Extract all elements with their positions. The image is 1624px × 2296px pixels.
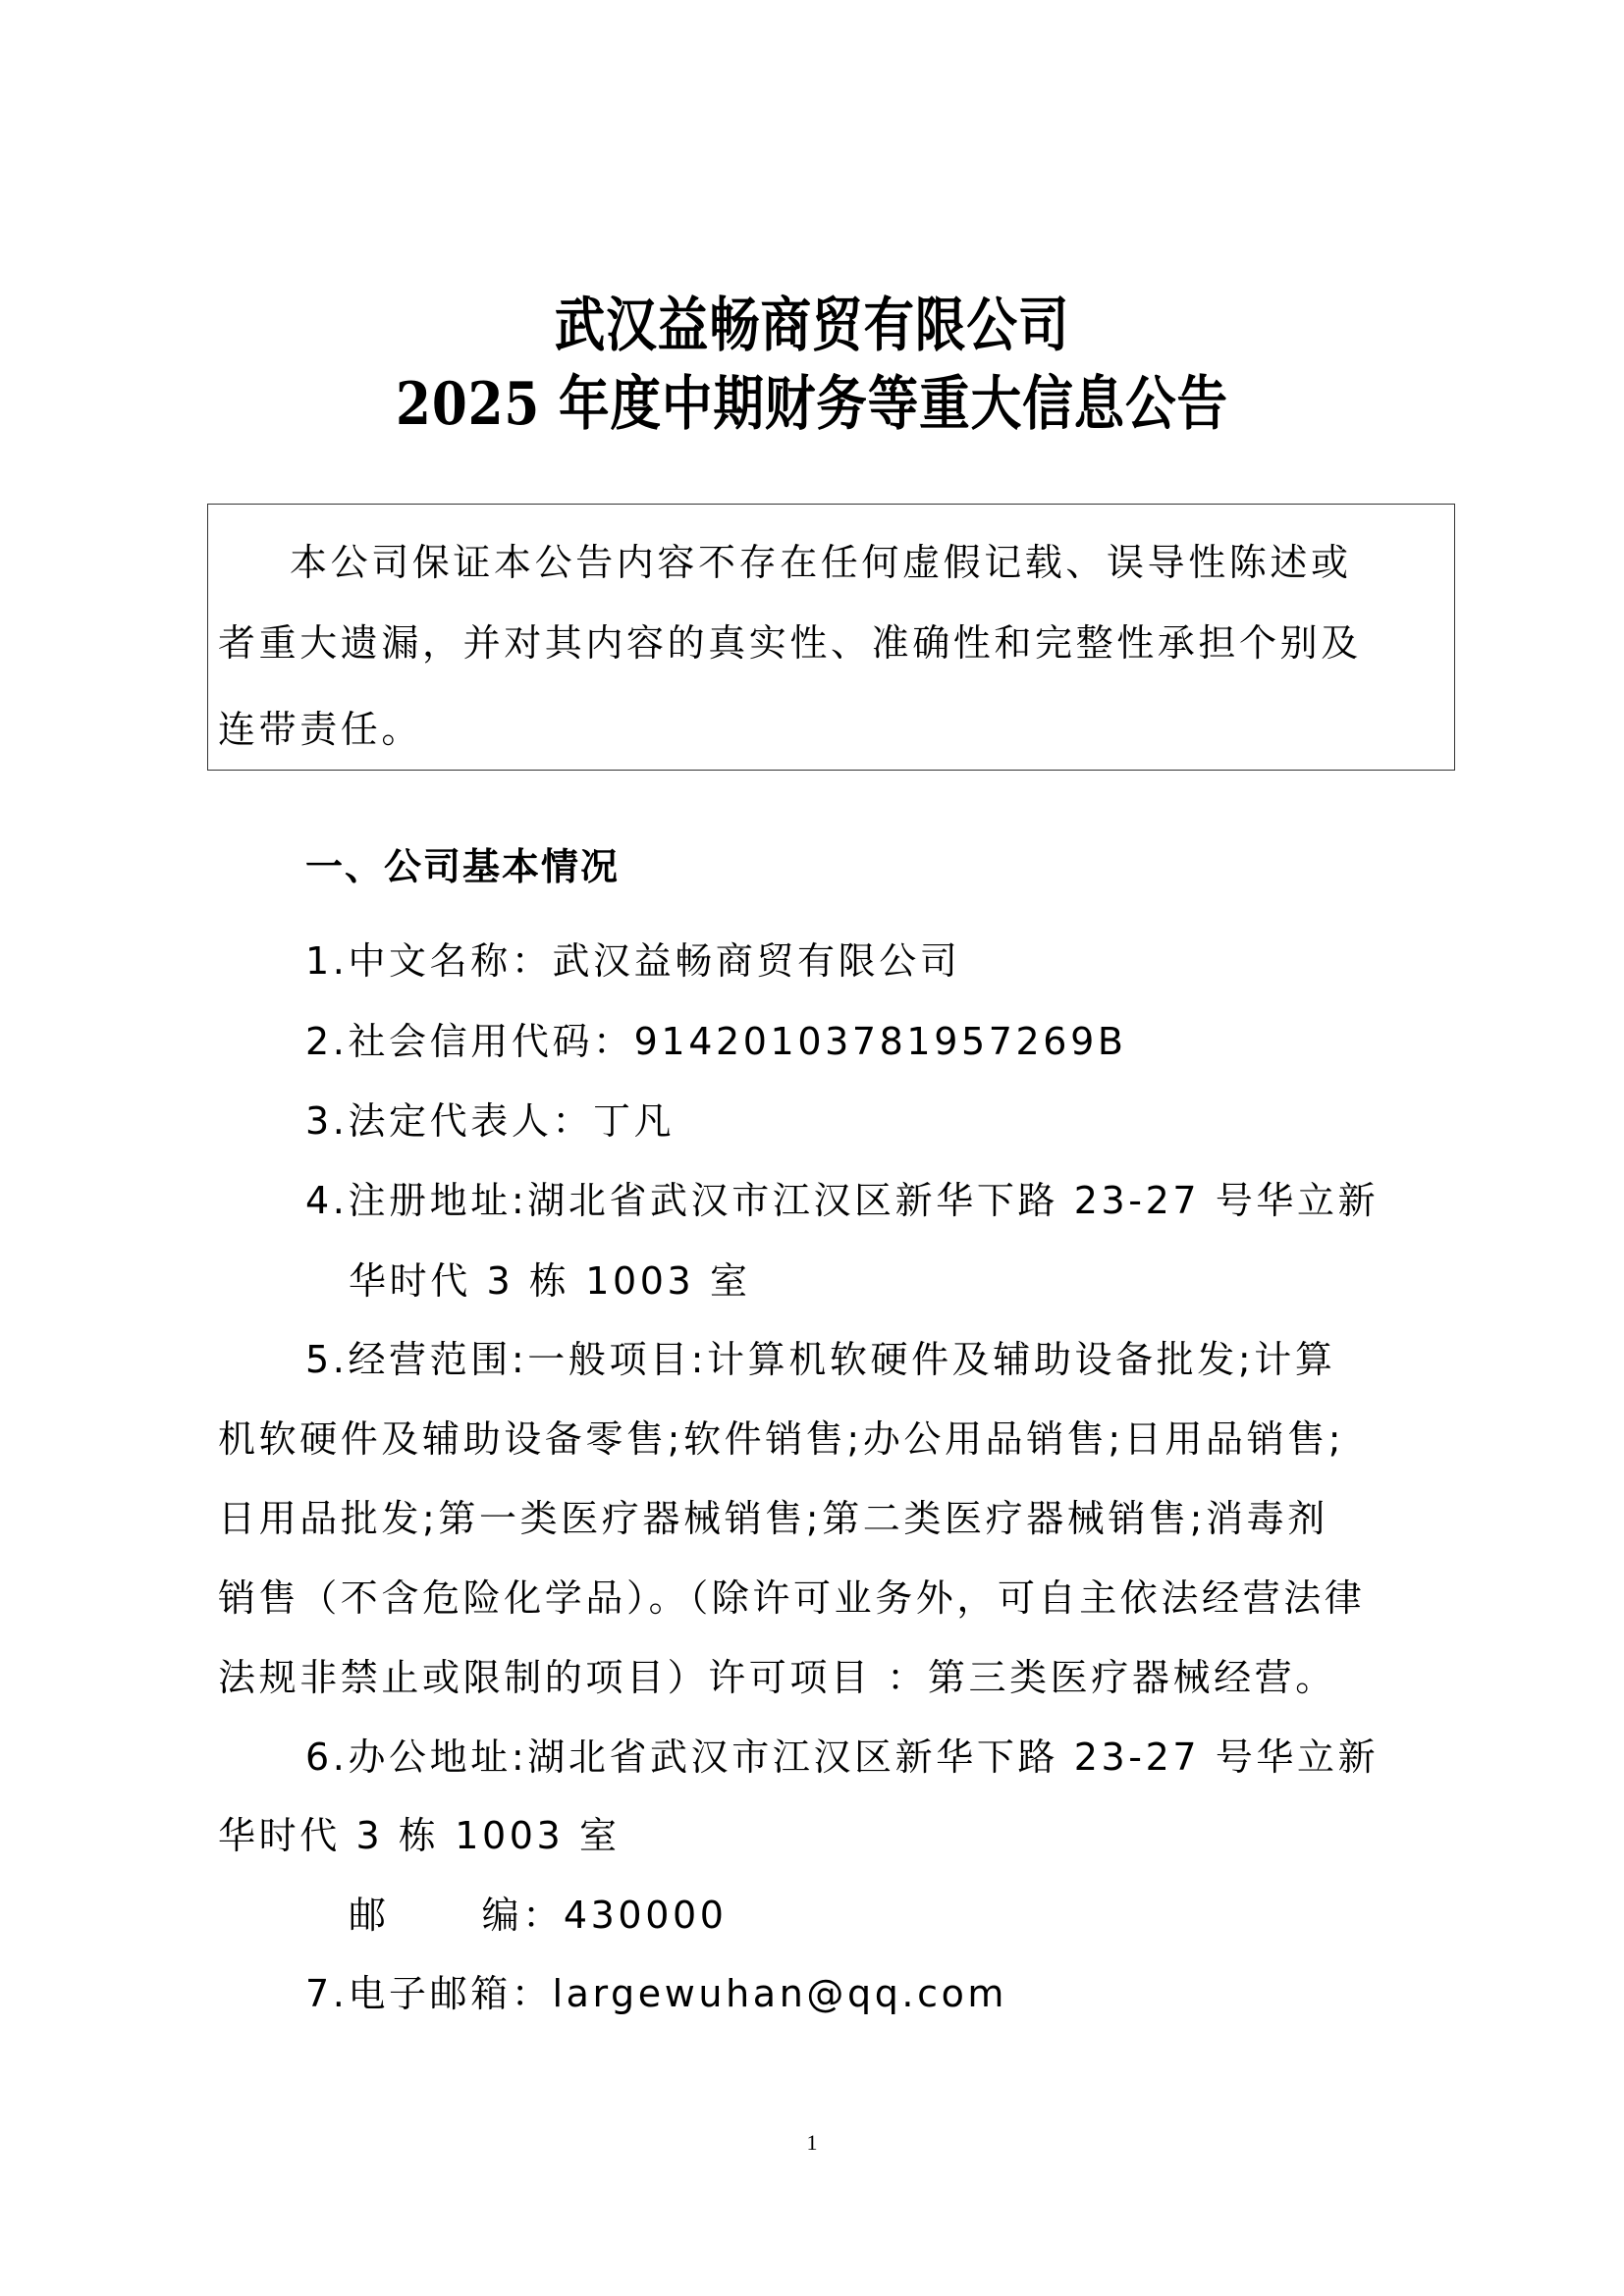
info-item-business-scope: 5.经营范围:一般项目:计算机软硬件及辅助设备批发;计算 [305, 1338, 1336, 1381]
document-title-company: 武汉益畅商贸有限公司 [554, 292, 1070, 360]
info-item-email: 7.电子邮箱：largewuhan@qq.com [305, 1972, 1008, 2015]
info-item-credit-code: 2.社会信用代码：91420103781957269B [305, 1020, 1127, 1063]
info-item-legal-representative: 3.法定代表人：丁凡 [305, 1099, 676, 1143]
disclaimer-line: 者重大遗漏，并对其内容的真实性、准确性和完整性承担个别及 [218, 621, 1362, 665]
info-item-business-scope-cont: 机软硬件及辅助设备零售;软件销售;办公用品销售;日用品销售; [218, 1417, 1345, 1461]
info-item-office-address: 6.办公地址:湖北省武汉市江汉区新华下路 23-27 号华立新 [305, 1735, 1380, 1779]
info-item-business-scope-cont: 销售（不含危险化学品）。（除许可业务外，可自主依法经营法律 [218, 1576, 1366, 1620]
document-title-announcement: 2025 年度中期财务等重大信息公告 [396, 370, 1228, 439]
info-item-registered-address-cont: 华时代 3 栋 1003 室 [349, 1259, 751, 1303]
info-item-registered-address: 4.注册地址:湖北省武汉市江汉区新华下路 23-27 号华立新 [305, 1179, 1380, 1222]
info-item-business-scope-cont: 法规非禁止或限制的项目）许可项目 ：第三类医疗器械经营。 [218, 1656, 1336, 1699]
disclaimer-line: 本公司保证本公告内容不存在任何虚假记载、误导性陈述或 [290, 541, 1352, 584]
info-item-chinese-name: 1.中文名称：武汉益畅商贸有限公司 [305, 939, 961, 983]
section-heading: 一、公司基本情况 [305, 845, 621, 888]
info-item-postal-code: 邮 编：430000 [349, 1894, 728, 1937]
page-number: 1 [806, 2130, 818, 2155]
info-item-business-scope-cont: 日用品批发;第一类医疗器械销售;第二类医疗器械销售;消毒剂 [218, 1497, 1328, 1540]
info-item-office-address-cont: 华时代 3 栋 1003 室 [218, 1814, 621, 1857]
disclaimer-line: 连带责任。 [218, 708, 423, 751]
